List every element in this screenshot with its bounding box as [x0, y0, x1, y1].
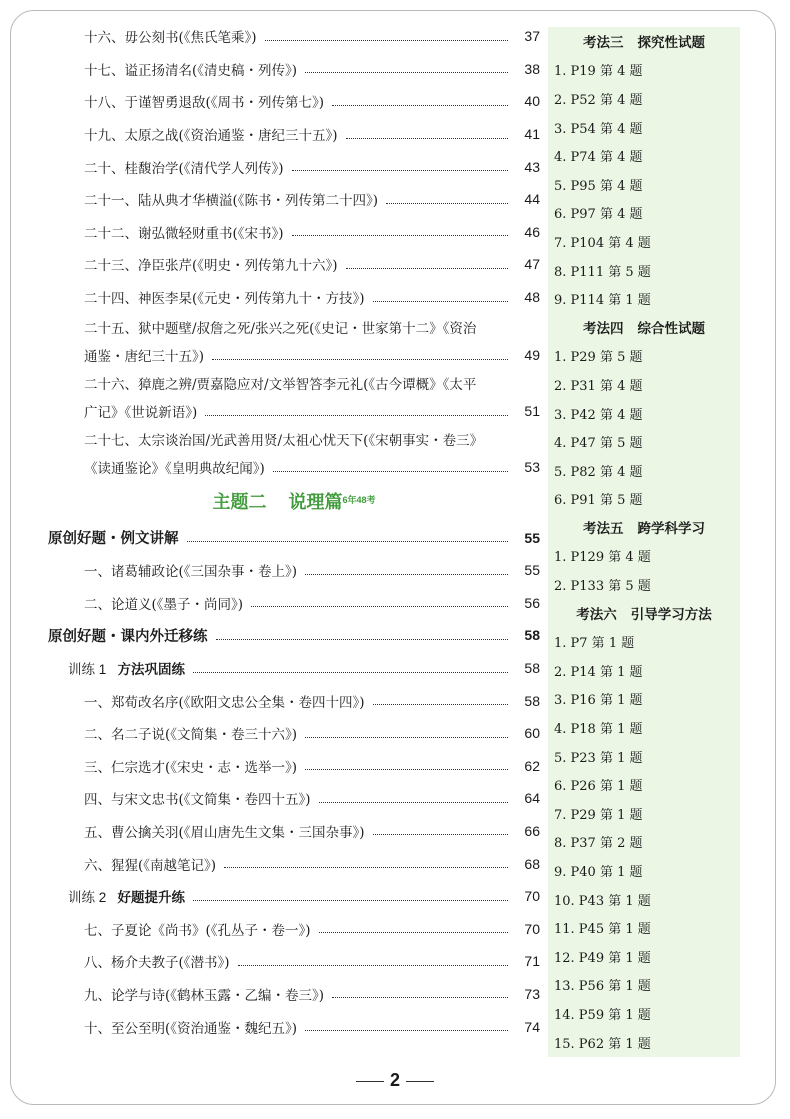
- dot-leader: [305, 72, 508, 73]
- sidebar-item[interactable]: 8. P111 第 5 题: [554, 264, 651, 280]
- toc-entry-title: 七、子夏论《尚书》(《孔丛子・卷一》): [84, 922, 311, 939]
- toc-entry-page: 40: [524, 93, 540, 110]
- dot-leader: [251, 606, 508, 607]
- toc-entry-line2[interactable]: [48, 453, 540, 481]
- toc-entry[interactable]: [48, 118, 540, 151]
- page-footer: [0, 1070, 790, 1091]
- toc-entry-line2[interactable]: [48, 341, 540, 369]
- toc-entry-page: 58: [524, 692, 540, 709]
- group-title: 引导学习方法: [630, 607, 712, 623]
- toc-entry-title: 一、郑荀改名序(《欧阳文忠公全集・卷四十四》): [84, 694, 365, 711]
- sidebar-item[interactable]: 1. P7 第 1 题: [554, 636, 635, 652]
- toc-entry-page: 74: [524, 1018, 540, 1035]
- toc-entry-title: 六、猩猩(《南越笔记》): [84, 857, 217, 874]
- sidebar-item[interactable]: 14. P59 第 1 题: [554, 1007, 651, 1023]
- toc-entry-title: 二十五、狱中题壁/叔詹之死/张兴之死(《史记・世家第十二》《资治: [84, 321, 477, 338]
- sidebar-item[interactable]: 10. P43 第 1 题: [554, 893, 651, 909]
- sidebar-item[interactable]: 4. P47 第 5 题: [554, 436, 643, 452]
- sidebar-item[interactable]: 13. P56 第 1 题: [554, 979, 651, 995]
- sidebar-group-heading: [548, 513, 740, 542]
- toc-entry-page: 56: [524, 594, 540, 611]
- dot-leader: [332, 105, 508, 106]
- sidebar-item[interactable]: 2. P31 第 4 题: [554, 378, 643, 394]
- toc-entry[interactable]: [48, 183, 540, 216]
- dot-leader: [305, 574, 508, 575]
- toc-entry[interactable]: [48, 554, 540, 587]
- training-title: 好题提升练: [117, 890, 186, 906]
- dot-leader: [319, 802, 508, 803]
- toc-entry-line1[interactable]: [48, 369, 540, 397]
- dot-leader: [305, 1030, 508, 1031]
- toc-entry-title: 二十一、陆从典才华横溢(《陈书・列传第二十四》): [84, 193, 379, 210]
- group-title: 综合性试题: [637, 321, 705, 337]
- sidebar-item[interactable]: 5. P23 第 1 题: [554, 750, 643, 766]
- section-title: 原创好题・例文讲解: [48, 531, 179, 548]
- group-title: 跨学科学习: [637, 521, 705, 537]
- sidebar-item[interactable]: 2. P133 第 5 题: [554, 579, 651, 595]
- sidebar-item[interactable]: 5. P82 第 4 题: [554, 464, 643, 480]
- group-label: 考法五: [583, 521, 624, 537]
- toc-entry-page: 62: [524, 757, 540, 774]
- group-label: 考法四: [583, 321, 624, 337]
- dot-leader: [346, 138, 508, 139]
- toc-entry-page: 46: [524, 223, 540, 240]
- training-page: 58: [524, 660, 540, 677]
- toc-entry[interactable]: [48, 20, 540, 53]
- toc-entry-page: 64: [524, 790, 540, 807]
- theme-title: 说理篇: [288, 492, 343, 513]
- sidebar-item[interactable]: 6. P26 第 1 题: [554, 779, 643, 795]
- table-of-contents: [48, 20, 540, 1043]
- toc-entry-title: 十六、毋公刻书(《焦氏笔乘》): [84, 30, 257, 47]
- toc-entry-page: 48: [524, 289, 540, 306]
- toc-entry-title: 二、名二子说(《文简集・卷三十六》): [84, 727, 298, 744]
- toc-entry-page: 55: [524, 562, 540, 579]
- training-label: 训练 2: [68, 890, 107, 906]
- toc-entry-title: 三、仁宗选才(《宋史・志・选举一》): [84, 759, 298, 776]
- toc-entry-title-cont: 《读通鉴论》《皇明典故纪闻》): [84, 461, 265, 478]
- sidebar-group-heading: [548, 27, 740, 56]
- toc-entry[interactable]: [48, 587, 540, 620]
- dot-leader: [292, 170, 508, 171]
- dot-leader: [238, 965, 508, 966]
- sidebar-item[interactable]: 2. P52 第 4 题: [554, 92, 643, 108]
- toc-entry-title: 十七、谥正扬清名(《清史稿・列传》): [84, 62, 298, 79]
- sidebar-item[interactable]: 3. P54 第 4 题: [554, 121, 643, 137]
- toc-entry[interactable]: [48, 978, 540, 1011]
- sidebar-item[interactable]: 4. P74 第 4 题: [554, 150, 643, 166]
- dot-leader: [373, 301, 508, 302]
- toc-entry[interactable]: [48, 945, 540, 978]
- dot-leader: [193, 672, 508, 673]
- dot-leader: [373, 704, 508, 705]
- toc-entry[interactable]: [48, 150, 540, 183]
- training-label: 训练 1: [68, 662, 107, 678]
- theme-label: 主题二: [212, 492, 267, 513]
- page-number: 2: [389, 1070, 400, 1090]
- sidebar-item[interactable]: 3. P16 第 1 题: [554, 693, 643, 709]
- sidebar-panel: [548, 27, 740, 1057]
- sidebar-item[interactable]: 1. P129 第 4 题: [554, 550, 651, 566]
- toc-entry-page: 71: [524, 953, 540, 970]
- toc-entry[interactable]: [48, 847, 540, 880]
- section-heading[interactable]: [48, 619, 540, 652]
- dot-leader: [305, 737, 508, 738]
- toc-entry-title: 二、论道义(《墨子・尚同》): [84, 596, 244, 613]
- toc-entry[interactable]: [48, 912, 540, 945]
- toc-entry-title: 十、至公至明(《资治通鉴・魏纪五》): [84, 1020, 298, 1037]
- toc-entry-page: 38: [524, 60, 540, 77]
- toc-entry-title-cont: 通鉴・唐纪三十五》): [84, 349, 205, 366]
- toc-entry-line1[interactable]: [48, 425, 540, 453]
- dot-leader: [216, 639, 509, 640]
- group-label: 考法三: [583, 35, 624, 51]
- toc-entry-page: 68: [524, 855, 540, 872]
- toc-entry[interactable]: [48, 216, 540, 249]
- sidebar-item[interactable]: 15. P62 第 1 题: [554, 1036, 651, 1052]
- toc-entry-page: 44: [524, 191, 540, 208]
- dot-leader: [373, 834, 508, 835]
- sidebar-item[interactable]: 8. P37 第 2 题: [554, 836, 643, 852]
- toc-entry-page: 37: [524, 28, 540, 45]
- toc-entry[interactable]: [48, 782, 540, 815]
- toc-entry-title: 二十、桂馥治学(《清代学人列传》): [84, 160, 284, 177]
- dot-leader: [193, 900, 508, 901]
- toc-entry-title: 一、诸葛辅政论(《三国杂事・卷上》): [84, 564, 298, 581]
- toc-entry-title: 二十六、獐鹿之辨/贾嘉隐应对/文举智答李元礼(《古今谭概》《太平: [84, 377, 477, 394]
- sidebar-item[interactable]: 6. P91 第 5 题: [554, 493, 643, 509]
- toc-entry-title: 九、论学与诗(《鹤林玉露・乙编・卷三》): [84, 987, 325, 1004]
- sidebar-item[interactable]: 2. P14 第 1 题: [554, 664, 643, 680]
- sidebar-item[interactable]: 5. P95 第 4 题: [554, 178, 643, 194]
- toc-entry-title: 十九、太原之战(《资治通鉴・唐纪三十五》): [84, 128, 338, 145]
- training-title: 方法巩固练: [117, 662, 186, 678]
- toc-entry[interactable]: [48, 248, 540, 281]
- toc-entry[interactable]: [48, 281, 540, 314]
- toc-entry-page: 49: [524, 347, 540, 364]
- dot-leader: [332, 997, 508, 998]
- toc-entry[interactable]: [48, 717, 540, 750]
- toc-entry-line2[interactable]: [48, 397, 540, 425]
- toc-entry-title: 二十三、净臣张芹(《明史・列传第九十六》): [84, 258, 338, 275]
- dot-leader: [305, 769, 508, 770]
- training-page: 70: [524, 888, 540, 905]
- sidebar-item[interactable]: 1. P29 第 5 题: [554, 350, 643, 366]
- dot-leader: [205, 415, 508, 416]
- training-heading[interactable]: [48, 880, 540, 913]
- footer-dash: [406, 1081, 434, 1082]
- section-page: 55: [524, 529, 540, 546]
- sidebar-item[interactable]: 7. P104 第 4 题: [554, 235, 651, 251]
- sidebar-group-heading: [548, 599, 740, 628]
- toc-entry[interactable]: [48, 750, 540, 783]
- toc-entry-page: 51: [524, 403, 540, 420]
- toc-entry-title: 五、曹公擒关羽(《眉山唐先生文集・三国杂事》): [84, 824, 365, 841]
- sidebar-item[interactable]: 6. P97 第 4 题: [554, 207, 643, 223]
- toc-entry[interactable]: [48, 684, 540, 717]
- toc-entry-page: 73: [524, 985, 540, 1002]
- sidebar-item[interactable]: 9. P114 第 1 题: [554, 293, 651, 309]
- toc-entry[interactable]: [48, 85, 540, 118]
- sidebar-item[interactable]: 3. P42 第 4 题: [554, 407, 643, 423]
- toc-entry-title: 二十七、太宗谈治国/光武善用贤/太祖心忧天下(《宋朝事实・卷三》: [84, 433, 484, 450]
- theme-heading: [48, 481, 540, 521]
- toc-entry-page: 47: [524, 256, 540, 273]
- sidebar-item[interactable]: 7. P29 第 1 题: [554, 807, 643, 823]
- group-label: 考法六: [576, 607, 617, 623]
- dot-leader: [265, 40, 508, 41]
- dot-leader: [273, 471, 508, 472]
- theme-badge: 6年48考: [342, 494, 376, 505]
- toc-entry-title-cont: 广记》《世说新语》): [84, 405, 198, 422]
- toc-entry-title: 四、与宋文忠书(《文简集・卷四十五》): [84, 792, 311, 809]
- training-heading[interactable]: [48, 652, 540, 685]
- dot-leader: [224, 867, 508, 868]
- toc-entry-title: 八、杨介夫教子(《潜书》): [84, 955, 230, 972]
- dot-leader: [386, 203, 508, 204]
- toc-entry[interactable]: [48, 53, 540, 86]
- toc-entry-page: 43: [524, 158, 540, 175]
- dot-leader: [187, 541, 509, 542]
- sidebar-item[interactable]: 4. P18 第 1 题: [554, 722, 643, 738]
- dot-leader: [319, 932, 508, 933]
- toc-entry-title: 二十二、谢弘微轻财重书(《宋书》): [84, 225, 284, 242]
- toc-entry[interactable]: [48, 1010, 540, 1043]
- toc-entry-page: 53: [524, 459, 540, 476]
- section-title: 原创好题・课内外迁移练: [48, 628, 208, 645]
- sidebar-item[interactable]: 12. P49 第 1 题: [554, 950, 651, 966]
- toc-entry-line1[interactable]: [48, 313, 540, 341]
- sidebar-item[interactable]: 11. P45 第 1 题: [554, 922, 651, 938]
- sidebar-item[interactable]: 1. P19 第 4 题: [554, 64, 643, 80]
- toc-entry-page: 70: [524, 920, 540, 937]
- toc-entry-page: 41: [524, 126, 540, 143]
- group-title: 探究性试题: [637, 35, 705, 51]
- toc-entry-title: 二十四、神医李杲(《元史・列传第九十・方技》): [84, 291, 365, 308]
- dot-leader: [212, 359, 508, 360]
- dot-leader: [292, 235, 508, 236]
- section-heading[interactable]: [48, 521, 540, 554]
- footer-dash: [356, 1081, 384, 1082]
- dot-leader: [346, 268, 508, 269]
- toc-entry-title: 十八、于谨智勇退敌(《周书・列传第七》): [84, 95, 325, 112]
- section-page: 58: [524, 627, 540, 644]
- sidebar-group-heading: [548, 313, 740, 342]
- toc-entry[interactable]: [48, 815, 540, 848]
- toc-entry-page: 60: [524, 725, 540, 742]
- toc-entry-page: 66: [524, 822, 540, 839]
- sidebar-item[interactable]: 9. P40 第 1 题: [554, 865, 643, 881]
